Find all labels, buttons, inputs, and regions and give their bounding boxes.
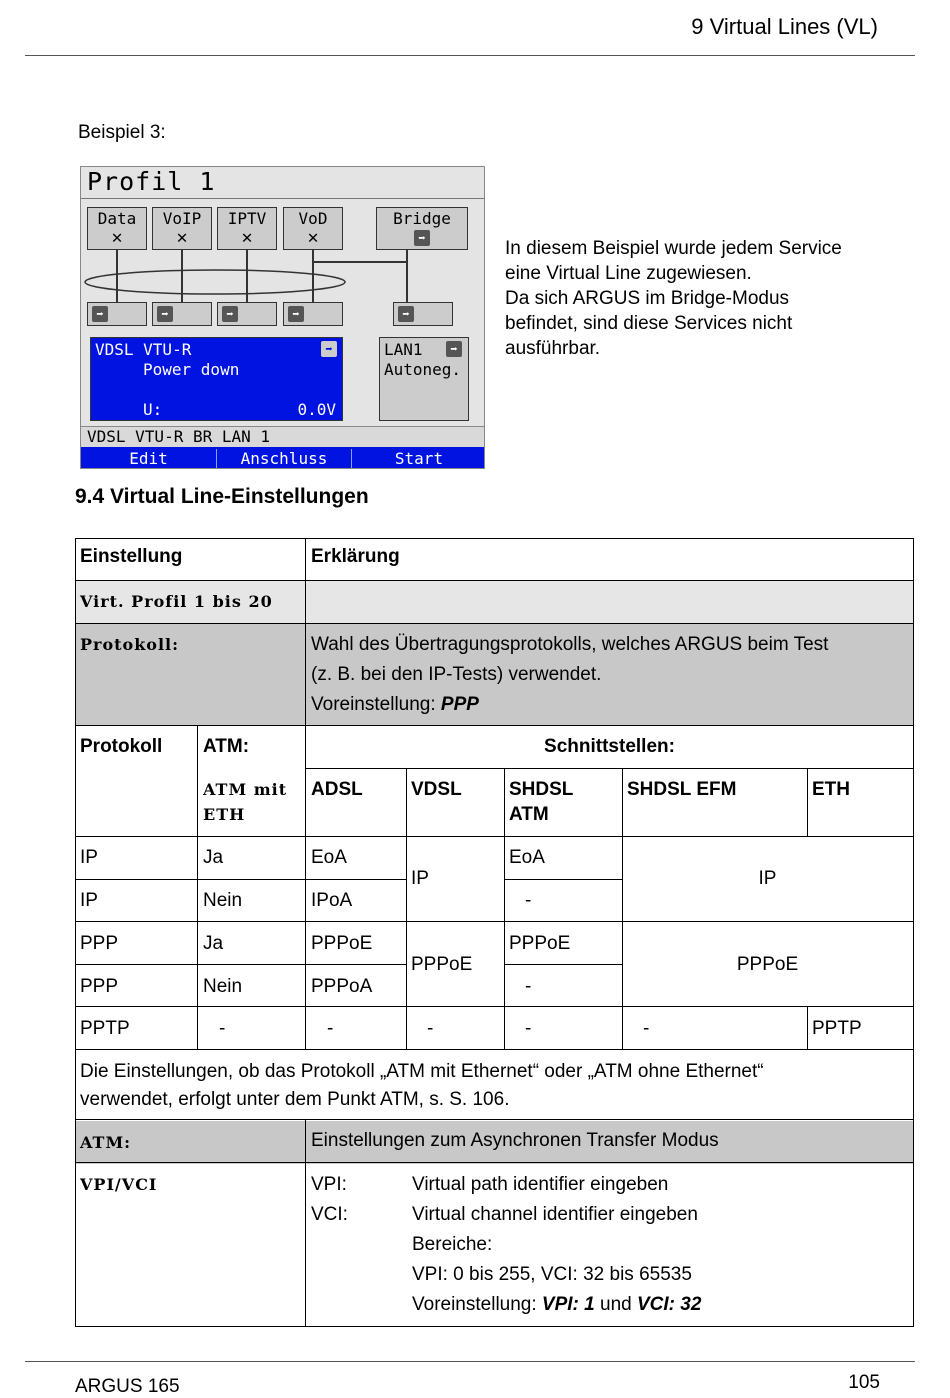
vci-text: Virtual channel identifier eingeben [412,1204,698,1225]
vpivci-details [407,1166,907,1324]
row-pptp-protocol: PPTP [80,1018,130,1039]
grid-line [75,879,406,880]
interface-shdsl-efm: SHDSL EFM [627,779,737,800]
row-ip-vdsl: IP [411,868,429,889]
row-pptp-shdsl: - [525,1018,532,1039]
vpivci-keys [306,1166,406,1234]
default-label: Voreinstellung: [311,694,441,715]
arrow-right-icon: ➡ [414,230,430,246]
row-ppp-nein-atm: Nein [203,976,243,997]
grid-line [504,879,622,880]
lan-line2: Autoneg. [384,360,462,379]
protokoll-label: Protokoll: [80,635,180,654]
row-ip-ja-shdsl: EoA [509,847,545,868]
softkey-start[interactable]: Start [394,449,444,468]
grid-line [197,726,198,1050]
grid-line [75,725,914,726]
grid-line [75,1049,914,1050]
interface-shdsl-line: ATM [509,804,549,825]
sub-header-atm: ATM: [203,736,250,757]
page-number: 105 [848,1372,880,1393]
row-pptp-eth: PPTP [812,1018,862,1039]
cross-icon: ✕ [241,227,253,248]
grid-line [913,538,914,1327]
protokoll-desc-line: (z. B. bei den IP-Tests) verwendet. [311,664,602,685]
service-label: Data [97,209,137,228]
grid-line [504,964,622,965]
cross-icon: ✕ [307,227,319,248]
grid-line [807,1007,808,1050]
voltage-label: U: [143,400,163,419]
atm-note [75,1054,913,1118]
interface-eth: ETH [812,779,850,800]
softkey-edit[interactable]: Edit [129,449,168,468]
vdsl-line2: Power down [143,360,240,379]
default-value: PPP [440,694,479,715]
arrow-right-icon: ➡ [92,306,108,322]
grid-line [305,726,306,1050]
status-text: VDSL VTU-R BR LAN 1 [87,427,271,446]
arrow-right-icon: ➡ [321,341,337,357]
service-label: VoIP [162,209,202,228]
atm-with-eth-line: ATM mit [203,780,288,799]
row-ip-ja-atm: Ja [203,847,224,868]
grid-line [305,538,306,624]
row-ip-nein-adsl: IPoA [311,890,353,911]
service-label: IPTV [227,209,267,228]
row-ppp-vdsl: PPPoE [411,954,473,975]
desc-line: ausführbar. [505,338,601,359]
sub-header-interfaces: Schnittstellen: [544,736,675,757]
atm-label: ATM: [80,1133,132,1152]
grid-line [75,1119,914,1120]
protokoll-default [311,690,908,720]
vpivci-label: VPI/VCI [80,1175,158,1194]
sub-header-protokoll: Protokoll [80,736,163,757]
desc-line: befindet, sind diese Services nicht [505,313,793,334]
arrow-right-icon: ➡ [288,306,304,322]
row-pptp-vdsl: - [427,1018,434,1039]
interface-shdsl-line: SHDSL [509,779,574,800]
protokoll-desc-line: Wahl des Übertragungsprotokolls, welches ARGUS beim Test [311,634,829,655]
vci-key: VCI: [311,1204,348,1225]
row-ppp-nein-protocol: PPP [80,976,119,997]
row-ppp-ja-adsl: PPPoE [311,933,373,954]
atm-note-line: Die Einstellungen, ob das Protokoll „ATM mit Ethernet“ oder „ATM ohne Ethernet“ [80,1061,764,1082]
vpivci-default [412,1290,902,1320]
grid-line [622,769,623,1050]
desc-line: eine Virtual Line zugewiesen. [505,263,752,284]
ranges-label: Bereiche: [412,1234,493,1255]
grid-line [75,964,406,965]
row-ppp-nein-shdsl: - [525,976,532,997]
grid-line [75,921,914,922]
arrow-right-icon: ➡ [446,341,462,357]
product-name: ARGUS 165 [75,1376,180,1397]
default-mid: und [594,1294,637,1315]
row-pptp-efm: - [643,1018,650,1039]
default-vpi: VPI: 1 [541,1294,595,1315]
grid-line [306,768,914,769]
vpi-text: Virtual path identifier eingeben [412,1174,669,1195]
screen-title: Profil 1 [87,167,216,196]
row-ip-nein-atm: Nein [203,890,243,911]
service-label: Bridge [393,209,451,228]
grid-line [75,1162,914,1163]
grid-line [75,623,914,624]
protokoll-description [306,626,913,724]
row-ppp-nein-adsl: PPPoA [311,976,373,997]
atm-with-eth-line: ETH [203,805,246,824]
row-ppp-ja-atm: Ja [203,933,224,954]
softkey-anschluss[interactable]: Anschluss [240,449,328,468]
grid-line [75,1006,914,1007]
grid-line [75,538,914,539]
header-explanation: Erklärung [311,546,400,567]
grid-line [75,538,76,1327]
ranges-text: VPI: 0 bis 255, VCI: 32 bis 65535 [412,1264,692,1285]
row-ppp-efm-eth: PPPoE [736,954,799,975]
row-ip-efm-eth: IP [758,868,777,889]
row-ppp-ja-shdsl: PPPoE [509,933,571,954]
grid-line [75,836,914,837]
voltage-value: 0.0V [297,400,336,419]
grid-line [75,580,914,581]
header-setting: Einstellung [80,546,183,567]
grid-line [807,769,808,837]
lan-line1: LAN1 [384,340,423,359]
row-pptp-adsl: - [327,1018,334,1039]
grid-line [305,624,306,726]
row-ip-nein-shdsl: - [525,890,532,911]
desc-line: Da sich ARGUS im Bridge-Modus [505,288,790,309]
interface-vdsl: VDSL [411,779,462,800]
service-label: VoD [298,209,328,228]
cross-icon: ✕ [176,227,188,248]
cross-icon: ✕ [111,227,123,248]
desc-line: In diesem Beispiel wurde jedem Service [505,238,842,259]
footer-rule [25,1361,915,1362]
grid-line [305,1120,306,1327]
grid-line [75,1326,914,1327]
arrow-right-icon: ➡ [398,306,414,322]
row-pptp-atm: - [219,1018,226,1039]
vpi-key: VPI: [311,1174,347,1195]
row-ip-nein-protocol: IP [80,890,98,911]
row-ppp-ja-protocol: PPP [80,933,119,954]
row-ip-ja-protocol: IP [80,847,98,868]
arrow-right-icon: ➡ [222,306,238,322]
interface-adsl: ADSL [311,779,363,800]
atm-description: Einstellungen zum Asynchronen Transfer Modus [311,1130,719,1151]
arrow-right-icon: ➡ [157,306,173,322]
grid-line [406,769,407,1050]
interface-shdsl-atm [504,773,622,831]
section-title: 9.4 Virtual Line-Einstellungen [75,485,369,508]
example-label: Beispiel 3: [78,122,166,143]
vdsl-line1: VDSL VTU-R [95,340,192,359]
atm-note-line: verwendet, erfolgt unter dem Punkt ATM, s. S. 106. [80,1089,510,1110]
atm-with-eth [198,773,306,831]
default-vci: VCI: 32 [637,1294,702,1315]
chapter-title: 9 Virtual Lines (VL) [691,14,878,39]
grid-line [504,769,505,1050]
row-ip-ja-adsl: EoA [311,847,347,868]
profile-range: Virt. Profil 1 bis 20 [80,592,273,611]
default-label: Voreinstellung: [412,1294,542,1315]
